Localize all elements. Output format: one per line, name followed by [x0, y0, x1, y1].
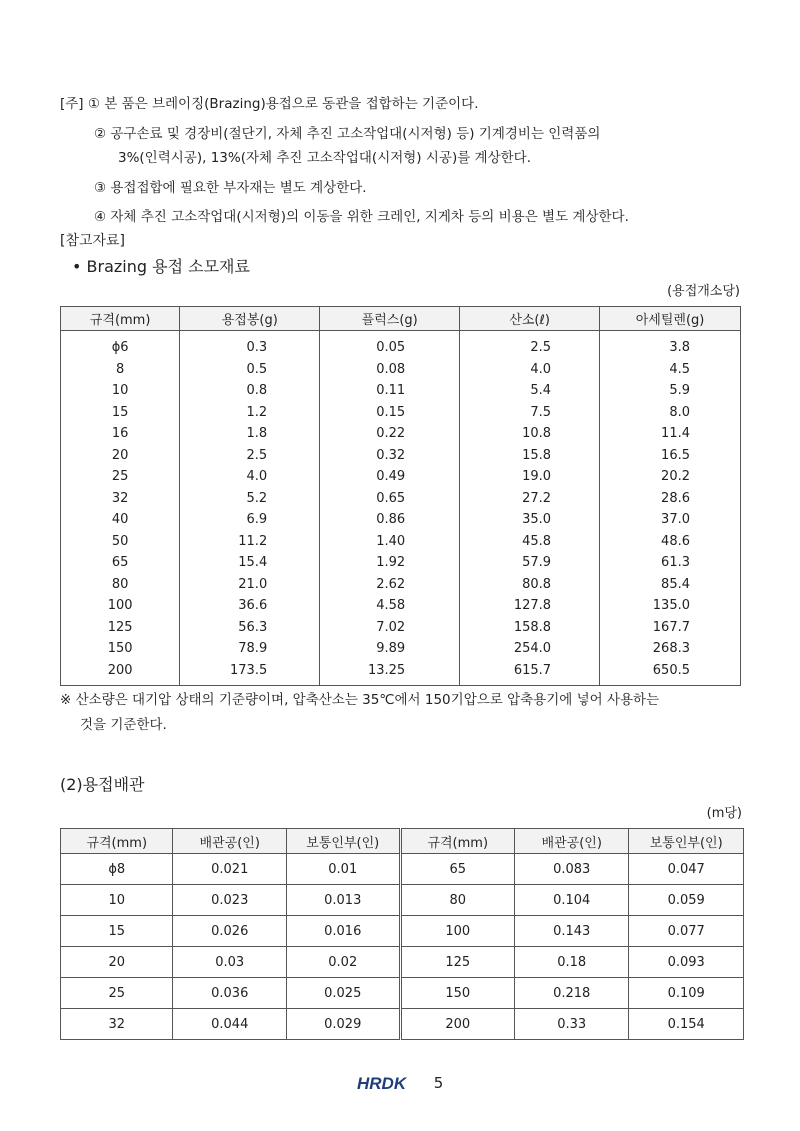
table-cell: 11.4	[600, 423, 741, 445]
table-cell: 20	[61, 947, 173, 978]
table-row	[61, 978, 744, 1009]
table-cell: 45.8	[460, 531, 600, 553]
table-row	[61, 331, 741, 359]
table-row	[61, 445, 741, 467]
table-cell: 78.9	[180, 638, 320, 660]
table-cell: 36.6	[180, 595, 320, 617]
table-row	[61, 1009, 744, 1040]
table-cell: 0.016	[286, 916, 400, 947]
table-cell: 0.01	[286, 854, 400, 885]
remark-line-2: 것을 기준한다.	[80, 717, 167, 733]
table-cell: 80	[400, 885, 514, 916]
table-cell: 13.25	[320, 660, 460, 686]
table-cell: 268.3	[600, 638, 741, 660]
table-cell: 0.083	[514, 854, 628, 885]
table-cell: 0.047	[629, 854, 744, 885]
table-cell: ϕ6	[61, 331, 180, 359]
table-cell: 254.0	[460, 638, 600, 660]
header-cell: 보통인부(인)	[286, 829, 400, 854]
table-cell: 0.49	[320, 466, 460, 488]
table-row	[61, 509, 741, 531]
table-cell: 65	[61, 552, 180, 574]
table-row	[61, 947, 744, 978]
table-cell: 100	[400, 916, 514, 947]
table-cell: 125	[400, 947, 514, 978]
table-cell: 0.218	[514, 978, 628, 1009]
section-title: (2)용접배관	[60, 775, 145, 794]
table-cell: 28.6	[600, 488, 741, 510]
table-cell: 0.5	[180, 359, 320, 381]
table-cell: 10	[61, 380, 180, 402]
table-cell: 0.059	[629, 885, 744, 916]
table-cell: 16	[61, 423, 180, 445]
table-cell: 1.2	[180, 402, 320, 424]
table-cell: 21.0	[180, 574, 320, 596]
table-cell: 9.89	[320, 638, 460, 660]
table-cell: 167.7	[600, 617, 741, 639]
table-row	[61, 359, 741, 381]
table-cell: 100	[61, 595, 180, 617]
table-cell: 8	[61, 359, 180, 381]
table-cell: 35.0	[460, 509, 600, 531]
table-cell: 0.104	[514, 885, 628, 916]
table-row	[61, 402, 741, 424]
note-line-1: [주] ① 본 품은 브레이징(Brazing)용접으로 동관을 접합하는 기준이다.	[60, 96, 479, 112]
table-cell: 6.9	[180, 509, 320, 531]
table-cell: 0.036	[173, 978, 287, 1009]
table-cell: 11.2	[180, 531, 320, 553]
table-cell: 5.2	[180, 488, 320, 510]
note-line-2: ② 공구손료 및 경장비(절단기, 자체 추진 고소작업대(시저형) 등) 기계경비는 인력품의	[94, 126, 601, 142]
hrdk-logo-text: HRDK	[356, 1073, 406, 1092]
page-number: 5	[433, 1073, 444, 1092]
table-cell: 1.8	[180, 423, 320, 445]
note-line-4: ③ 용접접합에 필요한 부자재는 별도 계상한다.	[94, 180, 367, 196]
table-cell: 2.5	[460, 331, 600, 359]
header-cell: 배관공(인)	[173, 829, 287, 854]
table-cell: 56.3	[180, 617, 320, 639]
table-cell: 0.8	[180, 380, 320, 402]
table-cell: 80	[61, 574, 180, 596]
table-cell: 0.15	[320, 402, 460, 424]
table-row	[61, 595, 741, 617]
table-cell: ϕ8	[61, 854, 173, 885]
table-cell: 40	[61, 509, 180, 531]
note-line-5: ④ 자체 추진 고소작업대(시저형)의 이동을 위한 크레인, 지게차 등의 비용은 별도 계상한다.	[94, 209, 629, 225]
table-cell: 10.8	[460, 423, 600, 445]
table-cell: 8.0	[600, 402, 741, 424]
table-cell: 15	[61, 402, 180, 424]
table-row	[61, 617, 741, 639]
table-cell: 4.5	[600, 359, 741, 381]
table-cell: 10	[61, 885, 173, 916]
table-cell: 0.22	[320, 423, 460, 445]
table-cell: 61.3	[600, 552, 741, 574]
table-cell: 20	[61, 445, 180, 467]
brazing-consumables-table	[60, 306, 741, 686]
header-cell: 플럭스(g)	[320, 307, 460, 331]
table-cell: 0.18	[514, 947, 628, 978]
pipe-unit-label: (m당)	[706, 806, 742, 821]
table-cell: 0.08	[320, 359, 460, 381]
table-cell: 0.02	[286, 947, 400, 978]
header-cell: 산소(ℓ)	[460, 307, 600, 331]
table-cell: 27.2	[460, 488, 600, 510]
table-row	[61, 380, 741, 402]
table-cell: 0.021	[173, 854, 287, 885]
table-cell: 0.86	[320, 509, 460, 531]
table-cell: 25	[61, 466, 180, 488]
table-cell: 15	[61, 916, 173, 947]
table-cell: 16.5	[600, 445, 741, 467]
table-row	[61, 854, 744, 885]
table-row	[61, 423, 741, 445]
table-cell: 4.58	[320, 595, 460, 617]
table-cell: 32	[61, 488, 180, 510]
table-cell: 0.32	[320, 445, 460, 467]
table-cell: 1.40	[320, 531, 460, 553]
remark-line-1: ※ 산소량은 대기압 상태의 기준량이며, 압축산소는 35℃에서 150기압으로 압축용기에 넣어 사용하는	[60, 692, 660, 708]
table-cell: 200	[61, 660, 180, 686]
table-cell: 19.0	[460, 466, 600, 488]
table-row	[61, 574, 741, 596]
table-cell: 80.8	[460, 574, 600, 596]
table-cell: 57.9	[460, 552, 600, 574]
table-cell: 0.33	[514, 1009, 628, 1040]
table-cell: 0.154	[629, 1009, 744, 1040]
table-cell: 0.025	[286, 978, 400, 1009]
table-cell: 0.65	[320, 488, 460, 510]
brazing-table-body	[61, 331, 741, 686]
table-cell: 48.6	[600, 531, 741, 553]
table-cell: 0.026	[173, 916, 287, 947]
reference-title: [참고자료]	[60, 233, 126, 249]
table-row	[61, 531, 741, 553]
brazing-unit-label: (용접개소당)	[667, 284, 740, 299]
header-cell: 용접봉(g)	[180, 307, 320, 331]
table-cell: 32	[61, 1009, 173, 1040]
table-cell: 0.05	[320, 331, 460, 359]
table-cell: 2.62	[320, 574, 460, 596]
table-row	[61, 552, 741, 574]
brazing-title: • Brazing 용접 소모재료	[72, 257, 250, 276]
table-cell: 4.0	[180, 466, 320, 488]
table-cell: 0.077	[629, 916, 744, 947]
table-cell: 158.8	[460, 617, 600, 639]
table-cell: 135.0	[600, 595, 741, 617]
header-cell: 규격(mm)	[61, 829, 173, 854]
table-cell: 0.11	[320, 380, 460, 402]
header-cell: 아세틸렌(g)	[600, 307, 741, 331]
table-cell: 150	[61, 638, 180, 660]
table-cell: 15.8	[460, 445, 600, 467]
table-cell: 200	[400, 1009, 514, 1040]
table-row	[61, 660, 741, 686]
table-cell: 0.143	[514, 916, 628, 947]
table-cell: 0.109	[629, 978, 744, 1009]
table-cell: 1.92	[320, 552, 460, 574]
table-cell: 25	[61, 978, 173, 1009]
page-footer	[0, 1072, 800, 1092]
header-cell: 배관공(인)	[514, 829, 628, 854]
table-cell: 3.8	[600, 331, 741, 359]
table-row	[61, 916, 744, 947]
table-cell: 85.4	[600, 574, 741, 596]
welding-pipe-labor-table	[60, 828, 744, 1040]
table-row	[61, 466, 741, 488]
table-cell: 173.5	[180, 660, 320, 686]
table-cell: 127.8	[460, 595, 600, 617]
table-cell: 0.013	[286, 885, 400, 916]
table-cell: 5.4	[460, 380, 600, 402]
table-row	[61, 885, 744, 916]
table-cell: 650.5	[600, 660, 741, 686]
table-cell: 615.7	[460, 660, 600, 686]
hrdk-logo	[357, 1074, 423, 1092]
table-cell: 7.02	[320, 617, 460, 639]
note-line-3: 3%(인력시공), 13%(자체 추진 고소작업대(시저형) 시공)를 계상한다.	[118, 150, 532, 166]
table-cell: 15.4	[180, 552, 320, 574]
table-cell: 125	[61, 617, 180, 639]
table-cell: 50	[61, 531, 180, 553]
header-cell: 규격(mm)	[61, 307, 180, 331]
table-cell: 37.0	[600, 509, 741, 531]
table-row	[61, 638, 741, 660]
table-cell: 0.3	[180, 331, 320, 359]
table-cell: 7.5	[460, 402, 600, 424]
table-cell: 5.9	[600, 380, 741, 402]
table-cell: 20.2	[600, 466, 741, 488]
table-cell: 150	[400, 978, 514, 1009]
table-cell: 0.03	[173, 947, 287, 978]
table-cell: 0.093	[629, 947, 744, 978]
table-cell: 4.0	[460, 359, 600, 381]
pipe-table-body	[61, 854, 744, 1040]
table-row	[61, 488, 741, 510]
table-cell: 0.029	[286, 1009, 400, 1040]
table-cell: 0.023	[173, 885, 287, 916]
table-header-row	[61, 829, 744, 854]
header-cell: 규격(mm)	[400, 829, 514, 854]
table-cell: 2.5	[180, 445, 320, 467]
table-cell: 0.044	[173, 1009, 287, 1040]
table-header-row	[61, 307, 741, 331]
header-cell: 보통인부(인)	[629, 829, 744, 854]
table-cell: 65	[400, 854, 514, 885]
